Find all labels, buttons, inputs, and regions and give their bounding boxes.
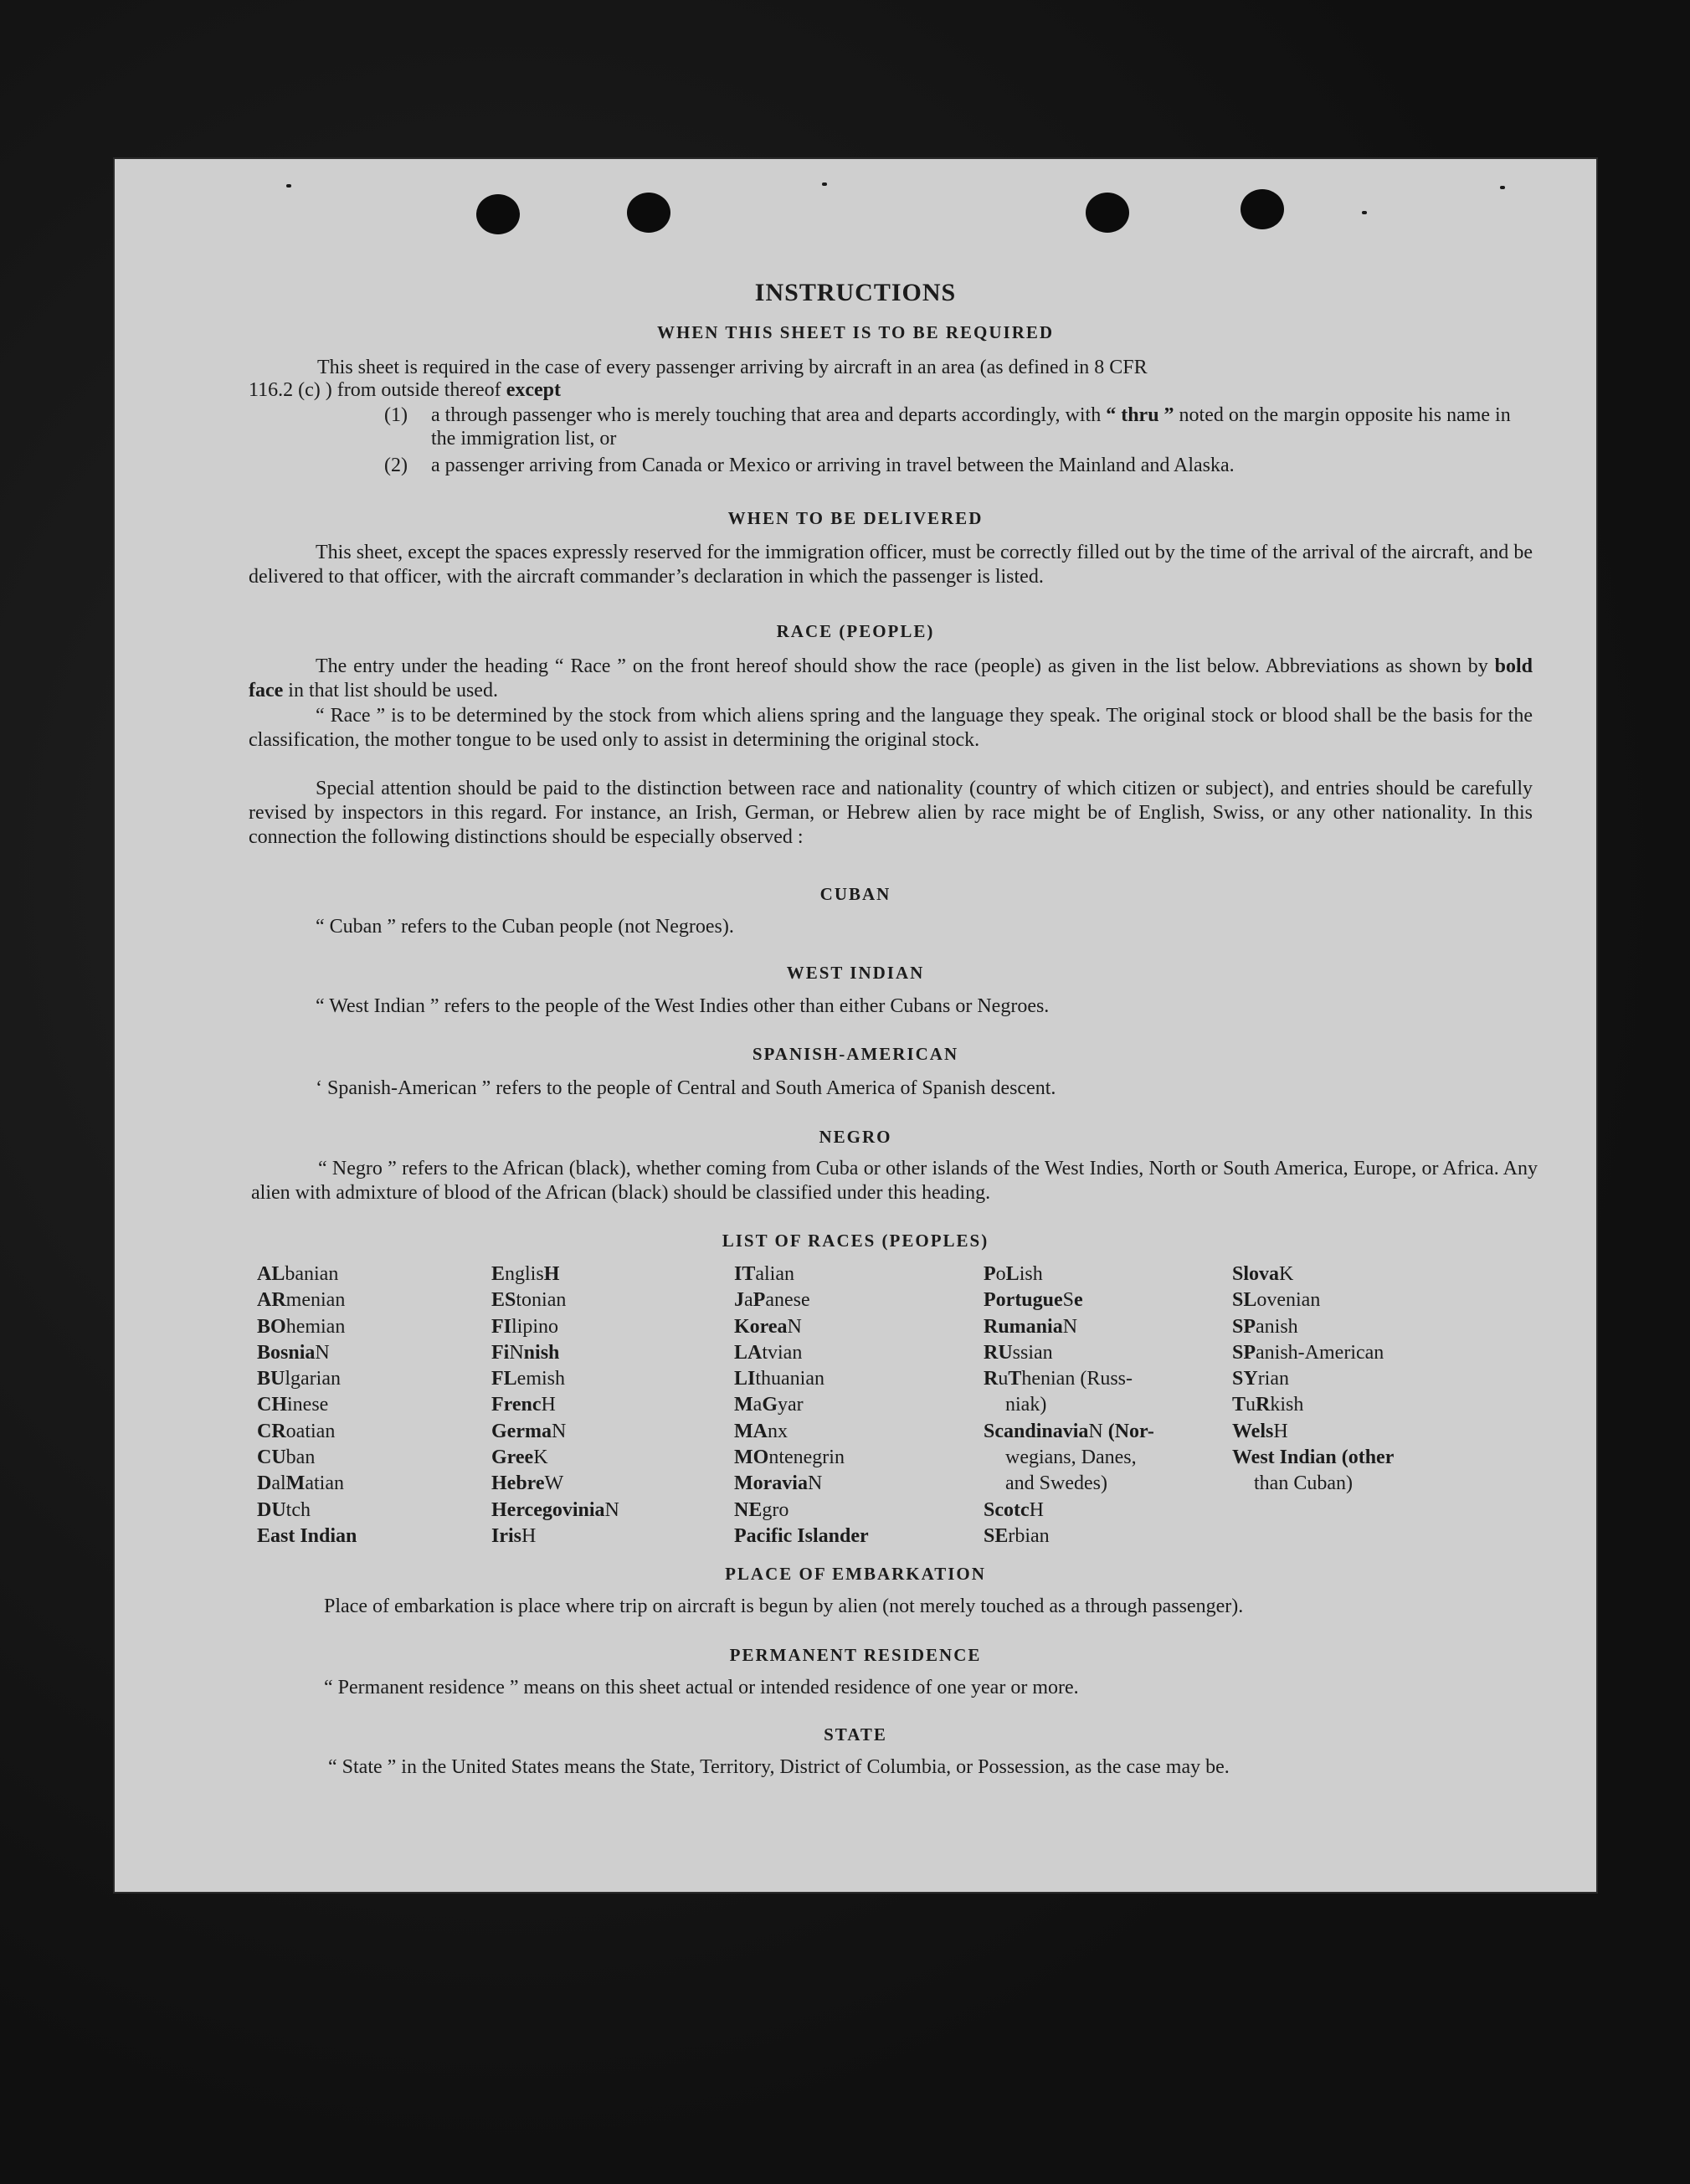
race-column bbox=[734, 1262, 869, 1549]
race-abbreviation: Slova bbox=[1232, 1263, 1280, 1285]
race-column bbox=[984, 1262, 1154, 1549]
race-entry bbox=[984, 1287, 1154, 1313]
heading-state: STATE bbox=[824, 1724, 887, 1745]
race-abbreviation: DU bbox=[257, 1498, 286, 1521]
race-abbreviation: Korea bbox=[734, 1315, 788, 1338]
race-abbreviation: T bbox=[1232, 1394, 1246, 1416]
residence-text: “ Permanent residence ” means on this sheet actual or intended residence of one year or more. bbox=[324, 1677, 1079, 1698]
race-abbreviation: SL bbox=[1232, 1289, 1257, 1312]
race-text: K bbox=[1279, 1263, 1294, 1285]
race-entry bbox=[491, 1524, 619, 1549]
race-abbreviation: LA bbox=[734, 1341, 763, 1364]
heading-race: RACE (PEOPLE) bbox=[776, 621, 935, 641]
item-2-text: a passenger arriving from Canada or Mexico or arriving in travel between the Mainland and Alaska. bbox=[431, 455, 1235, 476]
race-abbreviation: e bbox=[1074, 1289, 1083, 1312]
race-abbreviation: FL bbox=[491, 1368, 517, 1390]
race-entry bbox=[1232, 1366, 1394, 1392]
race-text: H bbox=[521, 1524, 537, 1547]
race-text: alian bbox=[755, 1263, 794, 1285]
race-abbreviation: MO bbox=[734, 1447, 769, 1469]
intro-line-2 bbox=[249, 378, 1420, 403]
race-abbreviation: Bosnia bbox=[257, 1341, 316, 1364]
race-entry bbox=[734, 1498, 869, 1524]
race-abbreviation: P bbox=[753, 1289, 766, 1312]
race-abbreviation: IT bbox=[734, 1263, 756, 1285]
race-abbreviation: West Indian (other bbox=[1232, 1447, 1395, 1469]
race-text: lipino bbox=[511, 1315, 559, 1338]
race-abbreviation: T bbox=[1008, 1368, 1022, 1390]
race-p1-text: The entry under the heading “ Race ” on the front hereof should show the race (people) as given in the list below. Abbreviations as shown by bbox=[316, 655, 1495, 677]
race-abbreviation: M bbox=[285, 1472, 306, 1495]
race-entry bbox=[984, 1524, 1154, 1549]
west-indian-text: “ West Indian ” refers to the people of the West Indies other than either Cubans or Negroes. bbox=[316, 995, 1050, 1017]
race-text: tonian bbox=[516, 1289, 567, 1312]
item-1-text: a through passenger who is merely touching that area and departs accordingly, with bbox=[431, 404, 1107, 426]
race-text: thuanian bbox=[755, 1368, 824, 1390]
negro-text: “ Negro ” refers to the African (black), whether coming from Cuba or other islands of the West Indies, North or South America, Europe, or Africa. Any alien with admixture of blood of the African (black) should be classified under this heading. bbox=[251, 1158, 1538, 1204]
race-entry bbox=[257, 1498, 357, 1524]
race-entry bbox=[1232, 1287, 1394, 1313]
race-p1-end: in that list should be used. bbox=[283, 680, 498, 701]
race-entry bbox=[984, 1419, 1154, 1445]
race-abbreviation: Hercegovinia bbox=[491, 1498, 605, 1521]
race-abbreviation: BU bbox=[257, 1368, 285, 1390]
race-entry bbox=[734, 1340, 869, 1366]
race-column bbox=[257, 1262, 357, 1549]
race-entry bbox=[1232, 1262, 1394, 1287]
race-text: and Swedes) bbox=[1005, 1472, 1107, 1495]
race-abbreviation: Pacific Islander bbox=[734, 1524, 869, 1547]
race-abbreviation: Wels bbox=[1232, 1420, 1274, 1442]
race-text: lgarian bbox=[285, 1368, 341, 1390]
race-entry bbox=[257, 1471, 357, 1497]
race-text: H bbox=[541, 1394, 556, 1416]
race-text: N bbox=[1062, 1315, 1078, 1338]
race-entry bbox=[734, 1524, 869, 1549]
race-text: a bbox=[744, 1289, 753, 1312]
race-text: gro bbox=[762, 1498, 789, 1521]
race-entry bbox=[984, 1262, 1154, 1287]
race-p1-bold: bold face bbox=[249, 655, 1533, 701]
race-text: rian bbox=[1257, 1368, 1289, 1390]
race-abbreviation: nish bbox=[523, 1341, 560, 1364]
race-abbreviation: Germa bbox=[491, 1420, 552, 1442]
race-entry bbox=[984, 1392, 1154, 1418]
race-text: o bbox=[995, 1263, 1006, 1285]
heading-spanish-american: SPANISH-AMERICAN bbox=[752, 1044, 959, 1064]
page-title: INSTRUCTIONS bbox=[754, 279, 957, 306]
race-text: anish-American bbox=[1256, 1341, 1384, 1364]
race-entry bbox=[257, 1262, 357, 1287]
race-abbreviation: (Nor- bbox=[1102, 1420, 1154, 1442]
race-abbreviation: Portugue bbox=[984, 1289, 1063, 1312]
heading-negro: NEGRO bbox=[819, 1127, 892, 1147]
race-entry bbox=[1232, 1445, 1394, 1471]
race-text: u bbox=[1246, 1394, 1256, 1416]
race-text: N bbox=[315, 1341, 330, 1364]
race-column bbox=[491, 1262, 619, 1549]
race-abbreviation: MA bbox=[734, 1420, 768, 1442]
race-abbreviation: L bbox=[1005, 1263, 1020, 1285]
race-text: nglis bbox=[505, 1263, 544, 1285]
race-abbreviation: H bbox=[543, 1263, 560, 1285]
race-entry bbox=[984, 1471, 1154, 1497]
race-text: oatian bbox=[285, 1420, 336, 1442]
race-text: yar bbox=[777, 1394, 804, 1416]
race-abbreviation: J bbox=[734, 1289, 744, 1312]
heading-cuban: CUBAN bbox=[819, 884, 891, 904]
embarkation-text: Place of embarkation is place where trip on aircraft is begun by alien (not merely touched as a through passenger). bbox=[324, 1596, 1244, 1617]
race-abbreviation: Gree bbox=[491, 1447, 534, 1469]
race-abbreviation: CH bbox=[257, 1394, 287, 1416]
race-text: emish bbox=[516, 1368, 565, 1390]
intro-line-1: This sheet is required in the case of every passenger arriving by aircraft in an area (as defined in 8 CFR bbox=[317, 357, 1148, 378]
race-abbreviation: Rumania bbox=[984, 1315, 1063, 1338]
race-entry bbox=[984, 1340, 1154, 1366]
heading-permanent-residence: PERMANENT RESIDENCE bbox=[729, 1645, 982, 1665]
race-abbreviation: AR bbox=[257, 1289, 286, 1312]
race-abbreviation: SY bbox=[1232, 1368, 1258, 1390]
race-entry bbox=[491, 1392, 619, 1418]
race-text: N bbox=[604, 1498, 619, 1521]
race-entry bbox=[734, 1366, 869, 1392]
race-entry bbox=[734, 1445, 869, 1471]
race-text: nx bbox=[767, 1420, 788, 1442]
race-text: banian bbox=[285, 1263, 339, 1285]
cuban-text: “ Cuban ” refers to the Cuban people (not Negroes). bbox=[316, 916, 734, 938]
race-entry bbox=[1232, 1419, 1394, 1445]
race-entry bbox=[491, 1262, 619, 1287]
race-entry bbox=[984, 1366, 1154, 1392]
race-abbreviation: Hebre bbox=[491, 1472, 545, 1495]
race-entry bbox=[257, 1287, 357, 1313]
race-abbreviation: BO bbox=[257, 1315, 286, 1338]
item-number: (2) bbox=[384, 455, 408, 476]
item-1-text-end: noted on the margin opposite his name in the immigration list, or bbox=[431, 404, 1511, 450]
heading-when-delivered: WHEN TO BE DELIVERED bbox=[727, 508, 984, 528]
race-abbreviation: E bbox=[491, 1263, 506, 1285]
race-abbreviation: Scandinavia bbox=[984, 1420, 1089, 1442]
race-abbreviation: RU bbox=[984, 1341, 1013, 1364]
race-entry bbox=[491, 1471, 619, 1497]
race-entry bbox=[734, 1471, 869, 1497]
race-text: N bbox=[509, 1341, 524, 1364]
heading-when-required: WHEN THIS SHEET IS TO BE REQUIRED bbox=[656, 322, 1055, 342]
race-entry bbox=[1232, 1340, 1394, 1366]
race-abbreviation: LI bbox=[734, 1368, 756, 1390]
race-abbreviation: CU bbox=[257, 1447, 286, 1469]
race-text: anese bbox=[765, 1289, 810, 1312]
race-abbreviation: G bbox=[762, 1394, 778, 1416]
race-text: W bbox=[544, 1472, 564, 1495]
race-abbreviation: R bbox=[984, 1368, 999, 1390]
race-abbreviation: NE bbox=[734, 1498, 763, 1521]
state-text: “ State ” in the United States means the State, Territory, District of Columbia, or Possession, as the case may be. bbox=[328, 1756, 1230, 1778]
race-entry bbox=[984, 1314, 1154, 1340]
race-entry bbox=[491, 1340, 619, 1366]
race-text: a bbox=[753, 1394, 763, 1416]
race-abbreviation: Iris bbox=[491, 1524, 521, 1547]
race-entry bbox=[257, 1392, 357, 1418]
race-text: H bbox=[1029, 1498, 1044, 1521]
race-text: niak) bbox=[1005, 1394, 1047, 1416]
race-text: rbian bbox=[1008, 1524, 1050, 1547]
race-abbreviation: SP bbox=[1232, 1341, 1256, 1364]
race-text: u bbox=[998, 1368, 1009, 1390]
race-entry bbox=[1232, 1392, 1394, 1418]
race-abbreviation: CR bbox=[257, 1420, 286, 1442]
race-text: wegians, Danes, bbox=[1005, 1447, 1137, 1469]
race-text: ish bbox=[1019, 1263, 1043, 1285]
race-text: kish bbox=[1270, 1394, 1304, 1416]
race-entry bbox=[491, 1445, 619, 1471]
item-1-thru: “ thru ” bbox=[1106, 404, 1174, 426]
heading-list-of-races: LIST OF RACES (PEOPLES) bbox=[722, 1231, 989, 1251]
race-entry bbox=[491, 1419, 619, 1445]
delivered-text: This sheet, except the spaces expressly reserved for the immigration officer, must be correctly filled out by the time of the arrival of the aircraft, and be delivered to that officer, with the aircraft commander’s declaration in which the passenger is listed. bbox=[249, 542, 1533, 588]
race-entry bbox=[257, 1314, 357, 1340]
race-paragraph-1 bbox=[249, 655, 1533, 703]
race-text: tvian bbox=[762, 1341, 803, 1364]
spanish-american-text: ‘ Spanish-American ” refers to the people of Central and South America of Spanish descent. bbox=[316, 1077, 1056, 1099]
race-entry bbox=[984, 1498, 1154, 1524]
race-abbreviation: D bbox=[257, 1472, 272, 1495]
race-entry bbox=[1232, 1314, 1394, 1340]
instruction-sheet bbox=[115, 159, 1596, 1892]
race-abbreviation: FI bbox=[491, 1315, 511, 1338]
race-entry bbox=[734, 1314, 869, 1340]
race-list bbox=[257, 1262, 1446, 1550]
race-text: N bbox=[807, 1472, 823, 1495]
race-abbreviation: Frenc bbox=[491, 1394, 542, 1416]
race-abbreviation: R bbox=[1256, 1394, 1271, 1416]
intro-line-2-text: 116.2 (c) ) from outside thereof bbox=[249, 379, 501, 401]
race-entry bbox=[734, 1262, 869, 1287]
race-entry bbox=[491, 1366, 619, 1392]
race-text: ssian bbox=[1012, 1341, 1053, 1364]
race-entry bbox=[491, 1314, 619, 1340]
race-text: anish bbox=[1256, 1315, 1298, 1338]
race-entry bbox=[491, 1287, 619, 1313]
race-column bbox=[1232, 1262, 1394, 1498]
item-number: (1) bbox=[384, 404, 408, 426]
race-abbreviation: SP bbox=[1232, 1315, 1256, 1338]
race-text: atian bbox=[305, 1472, 344, 1495]
race-text: tch bbox=[285, 1498, 311, 1521]
race-text: hemian bbox=[285, 1315, 346, 1338]
exception-item-2 bbox=[384, 454, 1533, 504]
heading-west-indian: WEST INDIAN bbox=[786, 963, 925, 983]
heading-embarkation: PLACE OF EMBARKATION bbox=[725, 1564, 986, 1584]
race-entry bbox=[1232, 1471, 1394, 1497]
exception-item-1 bbox=[384, 403, 1533, 454]
race-text: N bbox=[1088, 1420, 1103, 1442]
race-text: ntenegrin bbox=[768, 1447, 845, 1469]
race-abbreviation: Fi bbox=[491, 1341, 510, 1364]
race-text: menian bbox=[285, 1289, 346, 1312]
race-paragraph-3: Special attention should be paid to the distinction between race and nationality (country of which citizen or subject), and entries should be carefully revised by inspectors in this regard. For instance, an Irish, German, or Hebrew alien by race might be of English, Swiss, or any other nationality. In this connection the following distinctions should be especially observed : bbox=[249, 778, 1533, 848]
race-text: K bbox=[533, 1447, 548, 1469]
intro-except: except bbox=[506, 379, 561, 401]
race-text: ban bbox=[285, 1447, 316, 1469]
race-entry bbox=[734, 1419, 869, 1445]
race-text: ovenian bbox=[1256, 1289, 1321, 1312]
race-abbreviation: East Indian bbox=[257, 1524, 357, 1547]
race-entry bbox=[257, 1340, 357, 1366]
race-abbreviation: Moravia bbox=[734, 1472, 808, 1495]
race-entry bbox=[984, 1445, 1154, 1471]
race-entry bbox=[734, 1392, 869, 1418]
race-entry bbox=[491, 1498, 619, 1524]
race-abbreviation: M bbox=[734, 1394, 753, 1416]
race-text: N bbox=[787, 1315, 802, 1338]
race-text: inese bbox=[287, 1394, 329, 1416]
race-abbreviation: P bbox=[984, 1263, 996, 1285]
race-text: S bbox=[1062, 1289, 1075, 1312]
race-entry bbox=[257, 1366, 357, 1392]
race-entry bbox=[257, 1445, 357, 1471]
race-text: H bbox=[1273, 1420, 1288, 1442]
race-entry bbox=[734, 1287, 869, 1313]
race-text: henian (Russ- bbox=[1021, 1368, 1133, 1390]
race-text: than Cuban) bbox=[1254, 1472, 1353, 1495]
race-paragraph-2: “ Race ” is to be determined by the stock from which aliens spring and the language they speak. The original stock or blood shall be the basis for the classification, the mother tongue to be used only to assist in determining the original stock. bbox=[249, 705, 1533, 751]
race-entry bbox=[257, 1419, 357, 1445]
race-text: N bbox=[551, 1420, 567, 1442]
race-abbreviation: Scotc bbox=[984, 1498, 1030, 1521]
race-abbreviation: ES bbox=[491, 1289, 516, 1312]
race-abbreviation: SE bbox=[984, 1524, 1009, 1547]
race-entry bbox=[257, 1524, 357, 1549]
race-abbreviation: AL bbox=[257, 1263, 285, 1285]
race-text: al bbox=[271, 1472, 286, 1495]
